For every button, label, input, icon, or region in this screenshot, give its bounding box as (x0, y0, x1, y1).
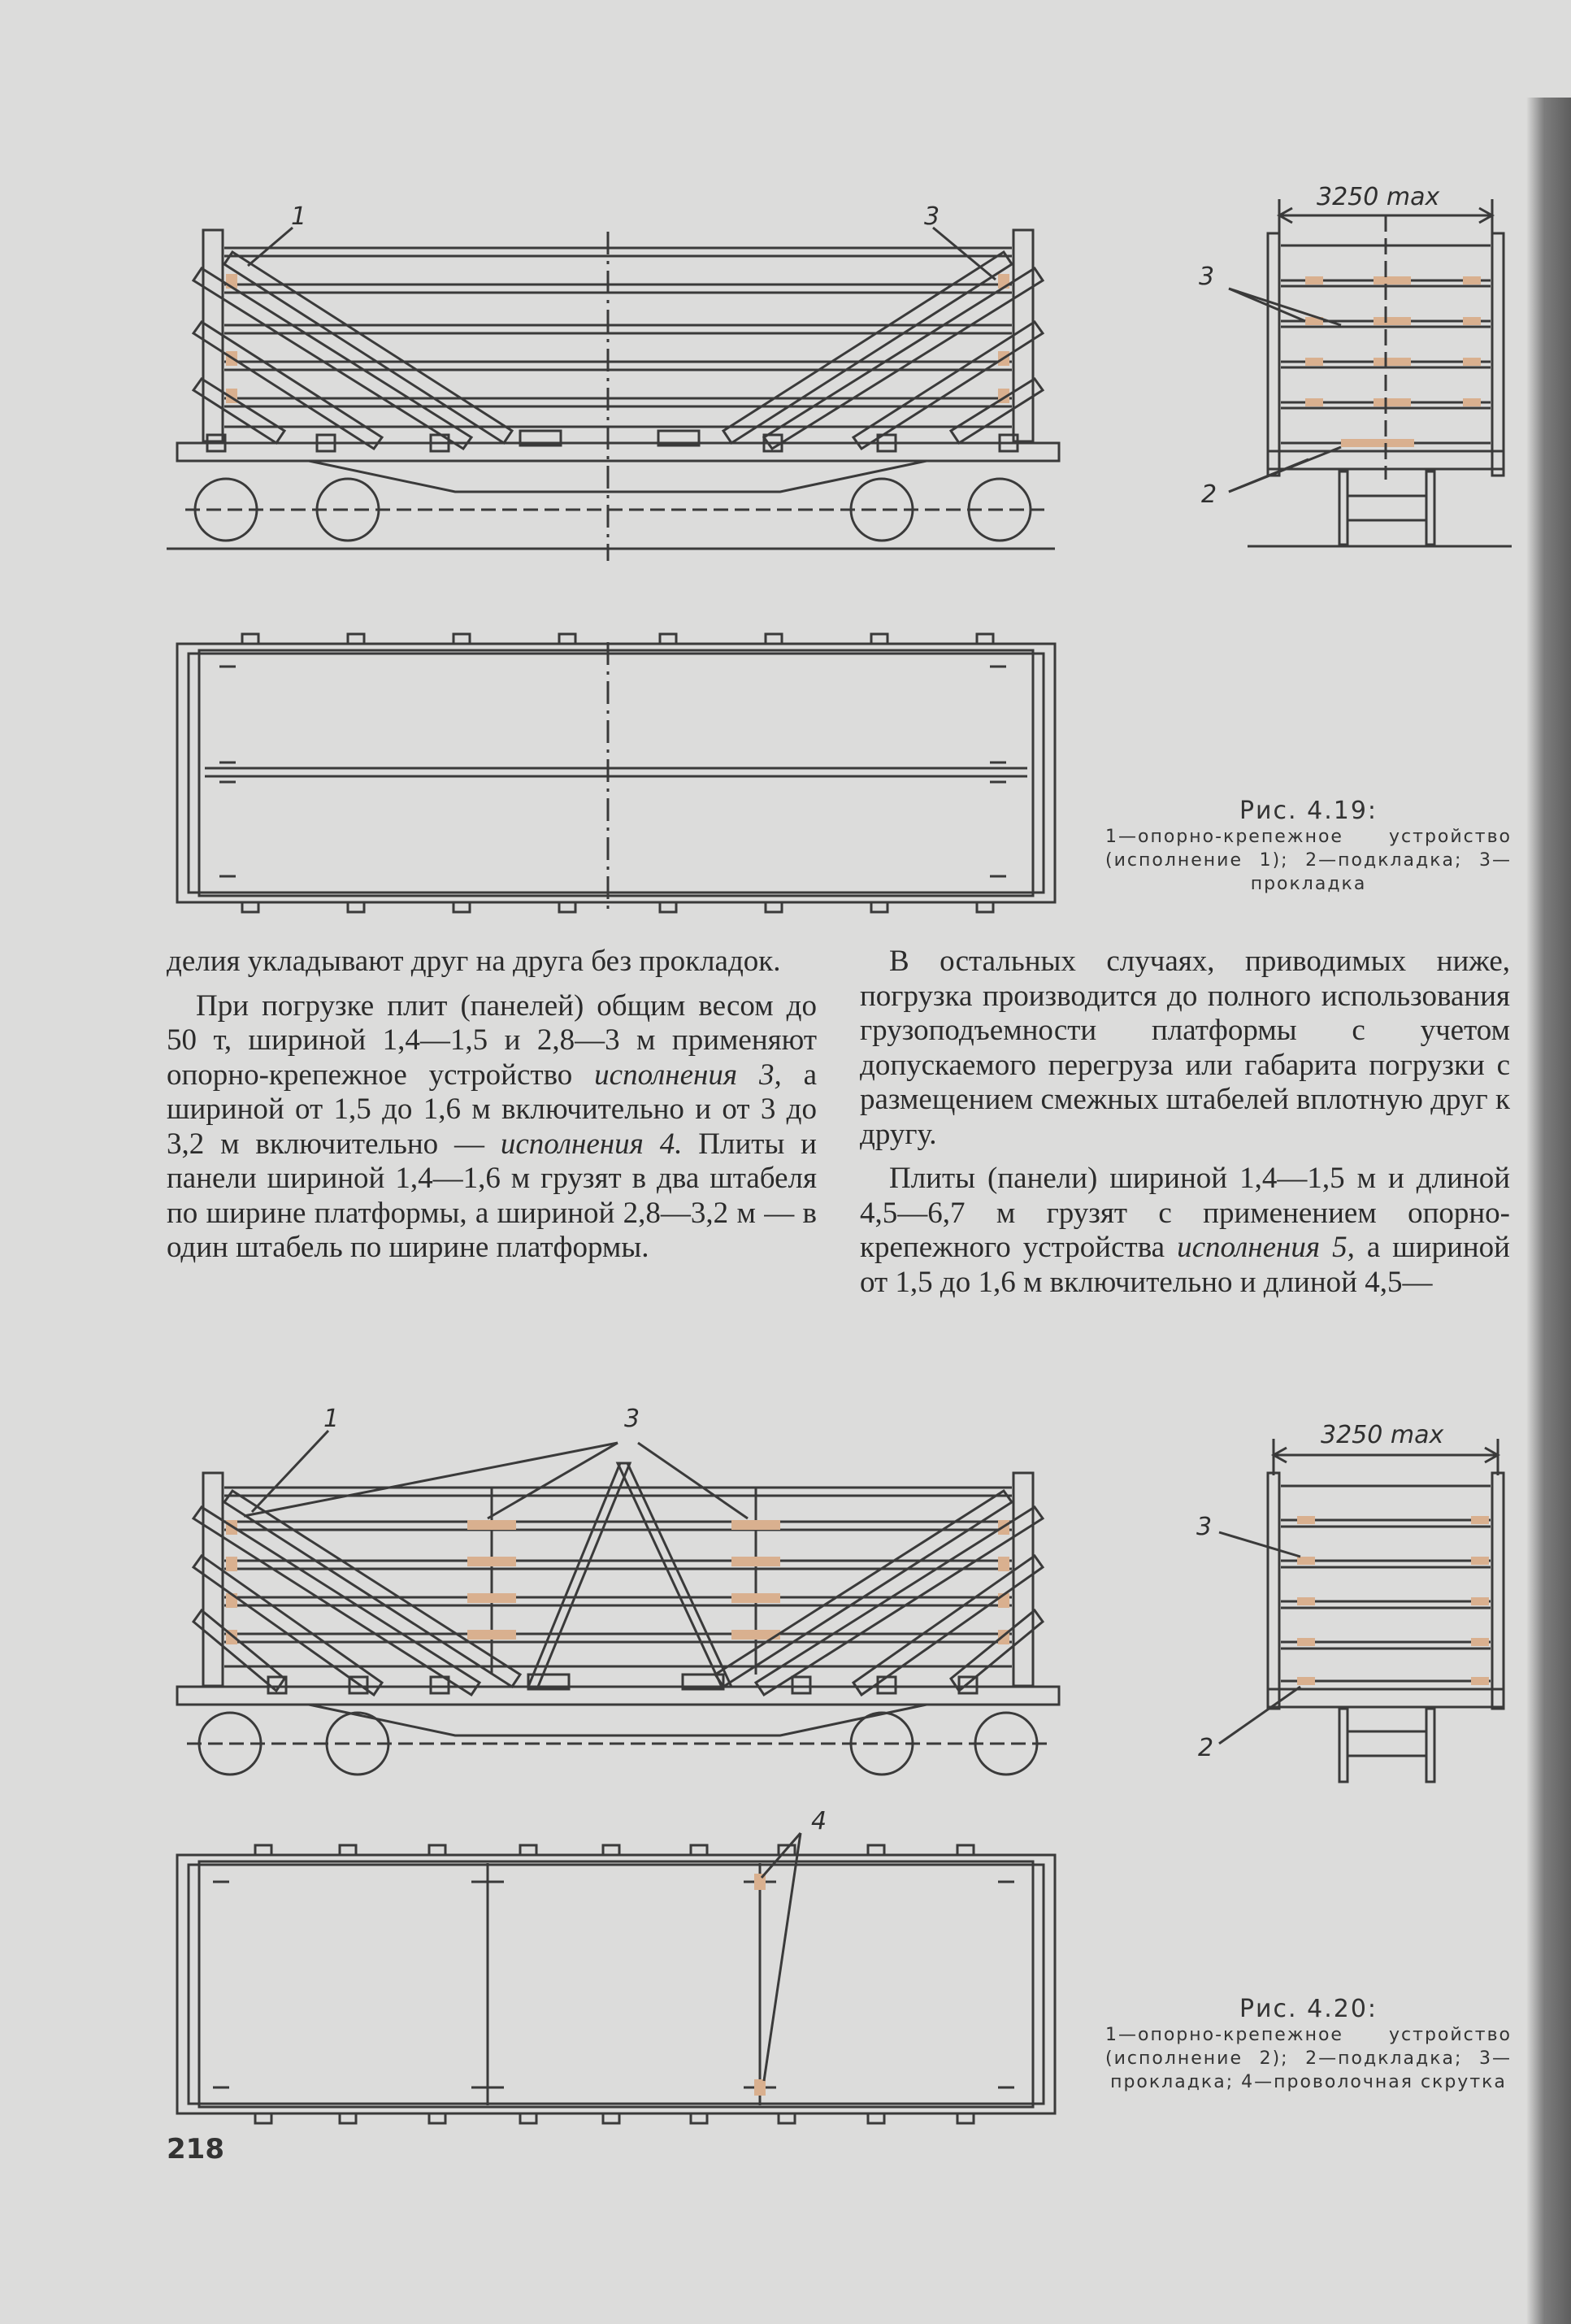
fig19-label-3: 3 (924, 202, 940, 231)
right-p2-text-a: Плиты (панели) шириной 1,4—1,5 м и длиной 4,5—6,7 м грузят с применением опорно-крепежного устройства (860, 1162, 1510, 1264)
fig20-end-label-2: 2 (1198, 1734, 1214, 1762)
fig19-label-1: 1 (291, 202, 307, 231)
left-paragraph-1: делия укладывают друг на друга без прокладок. (167, 945, 781, 978)
fig19-caption-text: 1—опорно-крепежное устройство (исполнение 1); 2—подкладка; 3—прокладка (1105, 827, 1512, 894)
fig20-label-3: 3 (624, 1405, 640, 1433)
fig19-end-label-2: 2 (1201, 480, 1217, 509)
fig19-dimension-label: 3250 max (1317, 183, 1440, 211)
fig19-end-label-3: 3 (1199, 263, 1215, 291)
fig20-label-1: 1 (323, 1405, 340, 1433)
fig20-caption-text: 1—опорно-крепежное устройство (исполнение 2); 2—подкладка; 3—прокладка; 4—проволочная скрутка (1105, 2025, 1512, 2092)
left-p2-text-a: При погрузке плит (панелей) общим весом до 50 т, шириной 1,4—1,5 и 2,8—3 м применяют опорно-крепежное устройство (167, 988, 817, 1092)
right-p2-text-b: а шириной от 1,5 до 1,6 м включительно и длиной 4,5— (860, 1231, 1510, 1299)
left-p2-emphasis-2: исполнения 4. (500, 1127, 683, 1161)
fig20-end-label-3: 3 (1196, 1513, 1213, 1541)
fig19-caption-title: Рис. 4.19: (1239, 797, 1378, 825)
left-p2-emphasis-1: исполнения 3, (594, 1058, 782, 1092)
fig20-caption (1105, 1995, 1512, 2094)
page-number: 218 (167, 2133, 224, 2165)
left-p2-text-c: Плиты и панели шириной 1,4—1,6 м грузят в два штабеля по ширине платформы, а шириной 2,8—3,2 м — в один штабель по ширине платформы. (167, 1127, 817, 1264)
left-p2-text-b: а шириной от 1,5 до 1,6 м включительно и от 3 до 3,2 м включительно — (167, 1058, 817, 1161)
right-paragraph-1: В остальных случаях, приводимых ниже, погрузка производится до полного использования грузоподъемности платформы с учетом допускаемого перегруза или габарита погрузки с размещением смежных штабелей вплотную друг к другу. (860, 945, 1510, 1151)
fig20-label-4: 4 (811, 1807, 827, 1835)
fig20-caption-title: Рис. 4.20: (1239, 1995, 1378, 2023)
fig20-dimension-label: 3250 max (1321, 1421, 1444, 1449)
right-p2-emphasis: исполнения 5, (1177, 1231, 1355, 1264)
